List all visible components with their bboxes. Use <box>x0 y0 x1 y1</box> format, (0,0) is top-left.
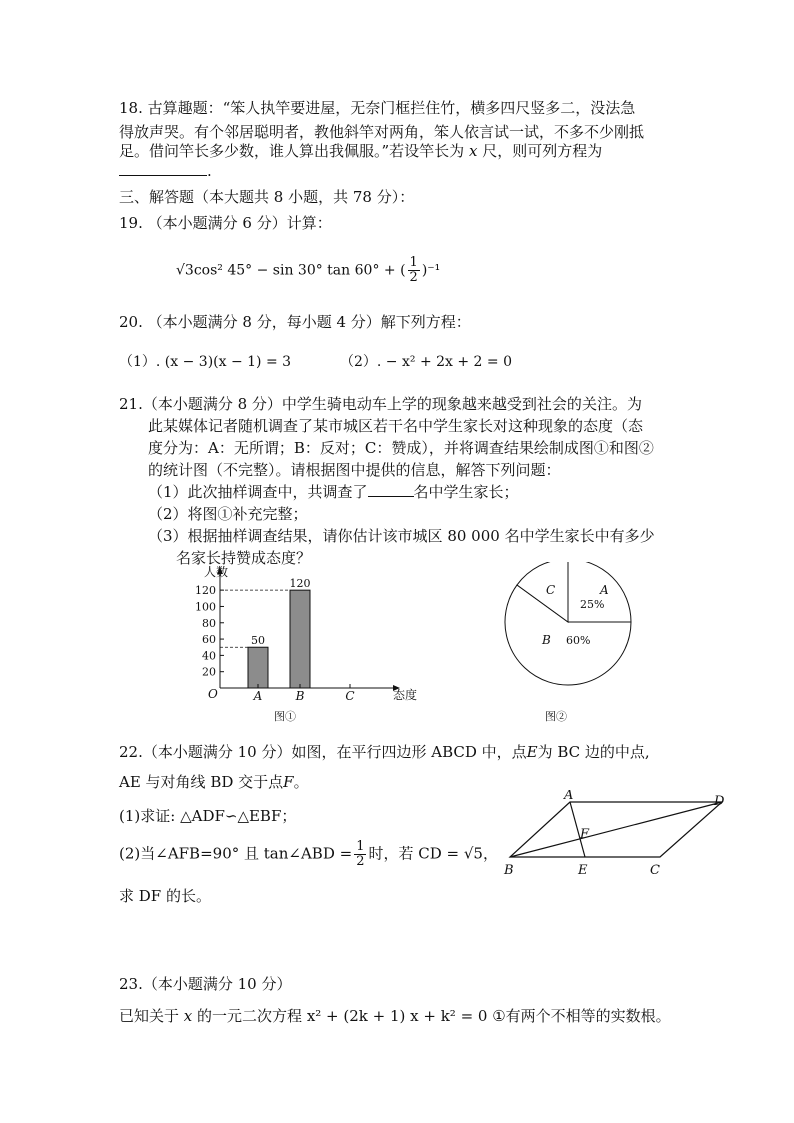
bar-value-label-A: 50 <box>251 634 265 648</box>
label-e: E <box>578 863 588 878</box>
y-tick-label-80: 80 <box>202 616 216 630</box>
q21-answer-blank <box>368 482 414 497</box>
y-tick-label-100: 100 <box>195 600 216 614</box>
q22-line2: AE 与对角线 BD 交于点F。 <box>119 773 309 791</box>
figure-2-caption: 图② <box>545 710 567 723</box>
q21-sub2: （2）将图①补充完整； <box>148 505 308 523</box>
label-d: D <box>714 794 725 809</box>
pie-percent-A: 25% <box>580 598 605 611</box>
figure-1-caption: 图① <box>274 710 296 723</box>
x-axis-label: 态度 <box>393 688 418 702</box>
y-tick-label-60: 60 <box>202 633 216 647</box>
label-a: A <box>564 790 574 803</box>
pie-percent-B: 60% <box>566 634 591 647</box>
q19-expr-b: )⁻¹ <box>421 262 441 279</box>
q18-answer-blank <box>119 161 207 176</box>
q23-title: 23.（本小题满分 10 分） <box>119 975 292 993</box>
q22-fraction: $\frac{1}{2}$ <box>356 839 365 869</box>
q19-title: 19. （本小题满分 6 分）计算： <box>119 214 332 232</box>
q19-expression <box>176 256 440 285</box>
parallelogram-figure <box>500 790 740 885</box>
q22-part3: 求 DF 的长。 <box>119 887 211 905</box>
y-tick-label-20: 20 <box>202 665 216 679</box>
label-c: C <box>650 863 660 878</box>
q18-line3-text-a: 足。借问竿长多少数，谁人算出我佩服。”若设竿长为 <box>119 142 465 160</box>
q19-expr-a: √3cos² 45° − sin 30° tan 60° + ( <box>176 262 406 279</box>
pie-label-A: A <box>600 583 609 597</box>
x-tick-label-A: A <box>253 689 263 703</box>
x-tick-label-B: B <box>295 689 305 703</box>
q18-line2: 得放声哭。有个邻居聪明者，教他斜竿对两角，笨人依言试一试，不多不少刚抵 <box>119 123 645 141</box>
q18-var-x: x <box>468 142 478 160</box>
q20-part2: （2）. − x² + 2x + 2 = 0 <box>340 354 513 370</box>
q23-line: 已知关于 x 的一元二次方程 x² + (2k + 1) x + k² = 0 ①有两个不相等的实数根。 <box>119 1007 671 1025</box>
y-tick-label-120: 120 <box>195 584 216 598</box>
q18-period: . <box>207 162 212 180</box>
q22-line1: 22.（本小题满分 10 分）如图，在平行四边形 ABCD 中，点E为 BC 边的中点, <box>119 743 650 761</box>
q18-line1: 18. 古算趣题：“笨人执竿要进屋，无奈门框拦住竹，横多四尺竖多二，没法急 <box>119 99 636 117</box>
pie-label-C: C <box>546 583 556 597</box>
pie-label-B: B <box>542 633 551 647</box>
q22-part1: (1)求证: △ADF∽△EBF； <box>119 807 297 825</box>
q21-line1: 21.（本小题满分 8 分）中学生骑电动车上学的现象越来越受到社会的关注。为 <box>119 395 642 413</box>
q21-sub3-line1: （3）根据抽样调查结果，请你估计该市城区 80 000 名中学生家长中有多少 <box>148 527 655 545</box>
pie-chart-figure-2 <box>500 562 640 727</box>
bar-B <box>290 590 310 688</box>
section-3-heading: 三、解答题（本大题共 8 小题，共 78 分）： <box>119 188 415 206</box>
q21-sub3-line2: 名家长持赞成态度？ <box>176 549 312 567</box>
q20-part1: （1）. (x − 3)(x − 1) = 3 <box>119 354 292 370</box>
label-b: B <box>504 863 514 878</box>
q21-sub1: （1）此次抽样调查中，共调查了 名中学生家长； <box>148 483 519 501</box>
y-tick-label-40: 40 <box>202 649 216 663</box>
q18-line3-text-b: 尺，则可列方程为 <box>482 142 603 160</box>
y-axis-label: 人数 <box>204 565 229 579</box>
bar-A <box>248 647 268 688</box>
q21-line4: 的统计图（不完整）。请根据图中提供的信息，解答下列问题： <box>148 461 561 479</box>
q22-part2: (2)当∠AFB=90° 且 tan∠ABD = $\frac{1}{2}$ 时，若 CD = √5， <box>119 839 498 869</box>
q18-answer-line <box>119 160 212 182</box>
origin-label: O <box>208 687 218 701</box>
label-f: F <box>580 827 590 842</box>
q21-line3: 度分为：A：无所谓；B：反对；C：赞成），并将调查结果绘制成图①和图② <box>148 439 654 457</box>
q18-line3 <box>119 140 602 162</box>
bar-chart-figure-1 <box>190 562 430 727</box>
q21-line2: 此某媒体记者随机调查了某市城区若干名中学生家长对这种现象的态度（态 <box>148 417 644 435</box>
x-tick-label-C: C <box>345 689 355 703</box>
q19-fraction: $\frac{1}{2}$ <box>409 255 418 285</box>
bar-value-label-B: 120 <box>289 577 311 591</box>
q20-title: 20. （本小题满分 8 分，每小题 4 分）解下列方程： <box>119 313 471 331</box>
